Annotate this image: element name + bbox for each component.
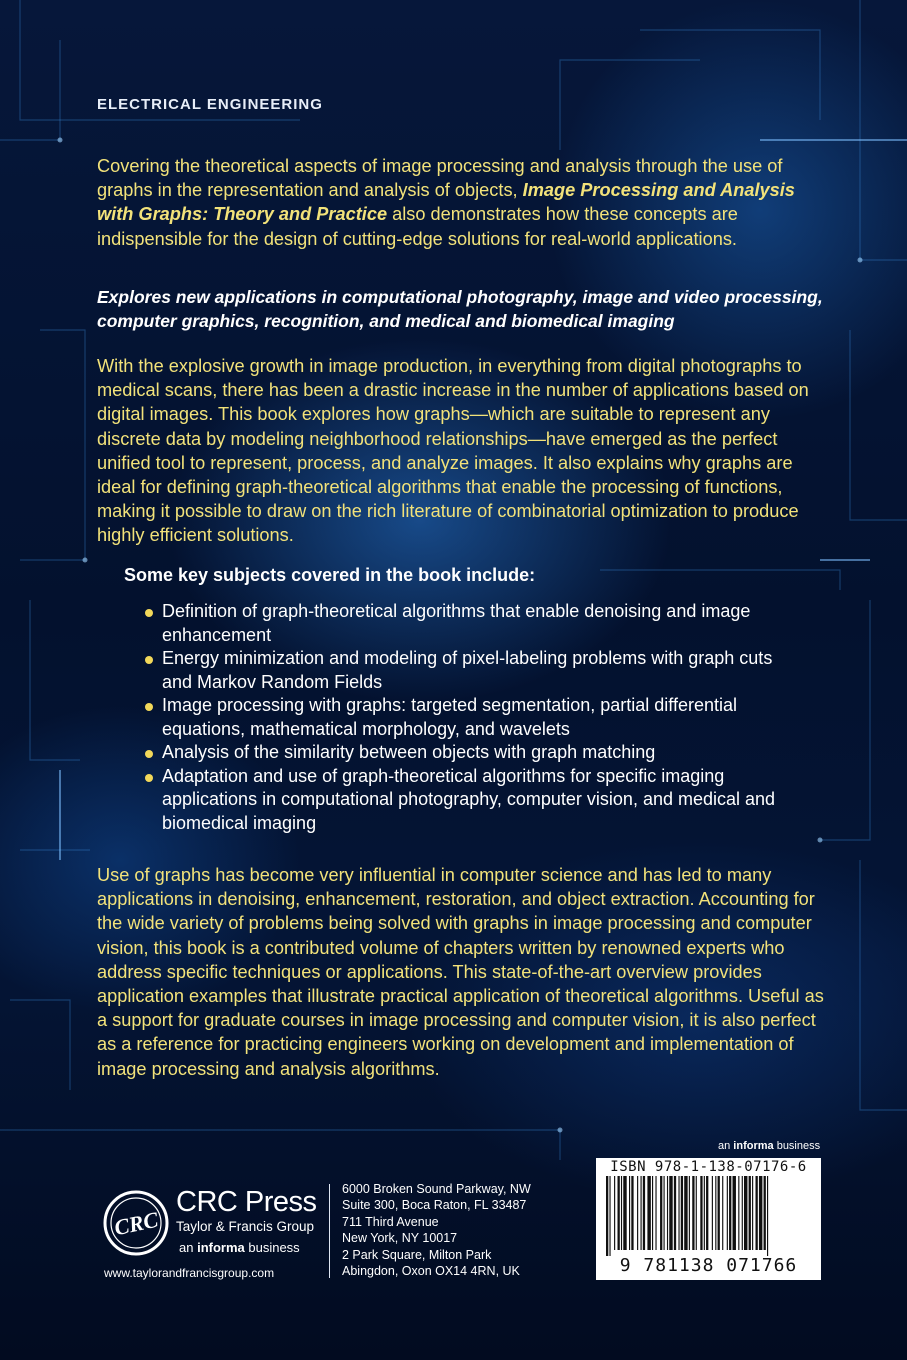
publisher-tag-brand: informa xyxy=(197,1240,245,1255)
barcode-bar xyxy=(749,1176,751,1250)
barcode-bar xyxy=(678,1176,679,1250)
barcode-bar xyxy=(614,1176,615,1250)
key-subjects-list xyxy=(145,600,785,835)
isbn-number: ISBN 978-1-138-07176-6 xyxy=(610,1159,807,1175)
publisher-addresses xyxy=(342,1182,531,1279)
barcode-digits: 9 781138 071766 xyxy=(619,1255,798,1276)
barcode-bar xyxy=(681,1176,683,1250)
intro-text-after: also demonstrates how these concepts are indispensible for the design of cutting-edge solutions for real-world applications. xyxy=(97,204,738,249)
barcode-bars xyxy=(602,1176,815,1256)
barcode-bar xyxy=(664,1176,665,1250)
list-item xyxy=(145,647,785,694)
address-line: New York, NY 10017 xyxy=(342,1230,458,1245)
list-item xyxy=(145,765,785,836)
list-item-text: Analysis of the similarity between objects with graph matching xyxy=(162,742,656,762)
barcode-bar xyxy=(759,1176,762,1250)
address-line: Suite 300, Boca Raton, FL 33487 xyxy=(342,1197,527,1212)
barcode-bar xyxy=(742,1176,743,1250)
barcode-bar xyxy=(641,1176,642,1250)
informa-brand: informa xyxy=(733,1140,774,1152)
isbn-barcode xyxy=(596,1158,821,1280)
intro-text-before: Covering the theoretical aspects of image processing and analysis through the use of graphs in the representation and analysis of objects, xyxy=(97,156,783,201)
category-label: ELECTRICAL ENGINEERING xyxy=(97,96,323,113)
book-title: Image Processing and Analysis with Graphs: Theory and Practice xyxy=(97,180,795,225)
list-item-text: Definition of graph-theoretical algorithms that enable denoising and image enhancement xyxy=(162,601,751,645)
barcode-bar xyxy=(729,1176,731,1250)
barcode-bar xyxy=(696,1176,697,1250)
publisher-tagline xyxy=(179,1240,300,1255)
barcode-bar xyxy=(684,1176,687,1250)
list-item-text: Image processing with graphs: targeted segmentation, partial differential equations, mathematical morphology, and wavelets xyxy=(162,695,737,739)
barcode-bar xyxy=(647,1176,650,1250)
key-subjects-heading: Some key subjects covered in the book include: xyxy=(124,565,536,585)
address-line: 6000 Broken Sound Parkway, NW xyxy=(342,1182,531,1196)
body-paragraph: With the explosive growth in image production, in everything from digital photographs to medical scans, there has been a drastic increase in the number of applications based on digital images. This book explores how graphs—which are suitable to represent any discrete data by modeling neighborhood relationships—have emerged as the perfect unified tool to represent, process, and analyze images. It also explains why graphs are ideal for defining graph-theoretical algorithms that enable the processing of functions, making it possible to draw on the rich literature of combinatorial optimization to produce highly efficient solutions. xyxy=(97,356,809,546)
barcode-bar xyxy=(623,1176,626,1250)
barcode-bar xyxy=(609,1176,610,1256)
informa-prefix: an xyxy=(718,1140,734,1152)
barcode-bar xyxy=(700,1176,702,1250)
barcode-bar xyxy=(738,1176,739,1250)
publisher-group: Taylor & Francis Group xyxy=(176,1219,315,1234)
list-item-text: Energy minimization and modeling of pixel-labeling problems with graph cuts and Markov Random Fields xyxy=(162,648,773,692)
barcode-bar xyxy=(667,1176,668,1250)
crc-logo-icon xyxy=(101,1188,171,1258)
bullet-icon xyxy=(145,656,153,664)
barcode-bar xyxy=(712,1176,713,1250)
barcode-bar xyxy=(692,1176,694,1250)
address-line: Abingdon, Oxon OX14 4RN, UK xyxy=(342,1263,520,1278)
barcode-bar xyxy=(652,1176,653,1250)
barcode-bar xyxy=(643,1176,645,1250)
barcode-bar xyxy=(706,1176,708,1250)
publisher-name: CRC Press xyxy=(176,1186,317,1218)
barcode-bar xyxy=(722,1176,723,1250)
bullet-icon xyxy=(145,703,153,711)
barcode-bar xyxy=(689,1176,690,1250)
footer-divider xyxy=(329,1184,330,1278)
bullet-icon xyxy=(145,774,153,782)
barcode-bar xyxy=(655,1176,656,1250)
address-line: 2 Park Square, Milton Park xyxy=(342,1248,492,1262)
barcode-bar xyxy=(756,1176,758,1250)
barcode-bar xyxy=(618,1176,620,1250)
publisher-website-link[interactable]: www.taylorandfrancisgroup.com xyxy=(104,1266,275,1280)
bullet-icon xyxy=(145,609,153,617)
barcode-bar xyxy=(637,1176,638,1250)
closing-paragraph: Use of graphs has become very influential in computer science and has led to many applications in denoising, enhancement, restoration, and object extraction. Accounting for the wide variety of problems being solved with graphs in image processing and computer vision, this book is a contributed volume of chapters written by renowned experts who address specific techniques or applications. This state-of-the-art overview provides application examples that illustrate practical application of theoretical algorithms. Useful as a support for graduate courses in image processing and computer vision, it is also perfect as a reference for practicing engineers working on development and implementation of image processing and analysis algorithms. xyxy=(97,865,824,1079)
list-item xyxy=(145,694,785,741)
barcode-bar xyxy=(764,1176,766,1250)
bullet-icon xyxy=(145,750,153,758)
barcode-bar xyxy=(715,1176,716,1250)
crc-logo-text: CRC xyxy=(111,1206,161,1241)
barcode-bar xyxy=(669,1176,672,1250)
informa-tagline xyxy=(718,1140,820,1152)
barcode-bar xyxy=(704,1176,705,1250)
barcode-bar xyxy=(767,1176,768,1256)
intro-paragraph xyxy=(97,154,827,251)
informa-suffix: business xyxy=(773,1140,821,1152)
barcode-bar xyxy=(727,1176,728,1250)
barcode-bar xyxy=(606,1176,608,1256)
barcode-bar xyxy=(674,1176,676,1250)
list-item xyxy=(145,741,785,765)
publisher-tag-prefix: an xyxy=(179,1240,198,1255)
barcode-bar xyxy=(621,1176,622,1250)
barcode-bar xyxy=(752,1176,753,1250)
barcode-bar xyxy=(718,1176,720,1250)
list-item-text: Adaptation and use of graph-theoretical algorithms for specific imaging applications in computational photography, computer vision, and medical and biomedical imaging xyxy=(162,765,776,833)
barcode-bar xyxy=(629,1176,630,1250)
publisher-tag-suffix: business xyxy=(244,1240,300,1255)
barcode-bar xyxy=(660,1176,662,1250)
highlight-statement: Explores new applications in computational photography, image and video processing, computer graphics, recognition, and medical and biomedical imaging xyxy=(97,287,823,331)
list-item xyxy=(145,600,785,647)
barcode-bar xyxy=(733,1176,736,1250)
barcode-bar xyxy=(631,1176,633,1250)
address-line: 711 Third Avenue xyxy=(342,1215,439,1229)
barcode-bar xyxy=(744,1176,747,1250)
